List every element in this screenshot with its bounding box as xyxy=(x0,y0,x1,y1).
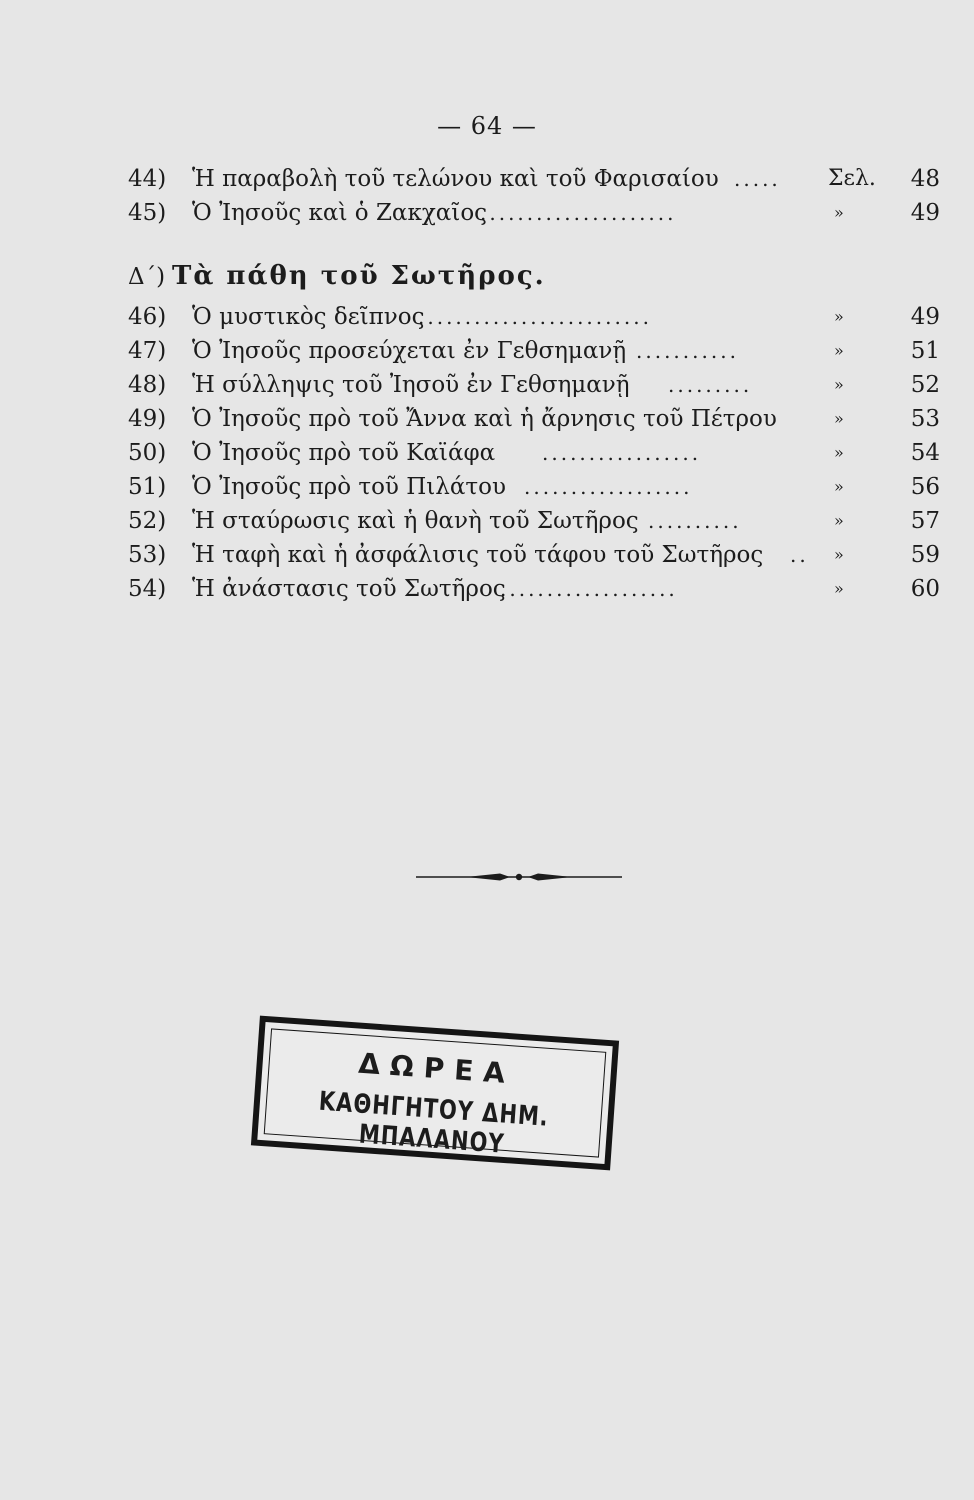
toc-entry-mark: » xyxy=(834,375,844,394)
decorative-divider xyxy=(414,866,624,888)
toc-entry-title: Ὁ Ἰησοῦς προσεύχεται ἐν Γεθσημανῇ xyxy=(192,338,627,364)
section-heading xyxy=(128,256,546,296)
toc-entry xyxy=(128,368,940,402)
donation-stamp xyxy=(251,1016,619,1171)
toc-entry-mark: Σελ. xyxy=(828,166,876,191)
toc-entry-mark: » xyxy=(834,477,844,496)
toc-entry-number: 46) xyxy=(128,304,167,330)
toc-entry-page: 59 xyxy=(910,542,940,568)
toc-entry xyxy=(128,334,940,368)
toc-entry xyxy=(128,196,940,230)
toc-entry-mark: » xyxy=(834,511,844,530)
toc-entry xyxy=(128,436,940,470)
toc-entry-number: 50) xyxy=(128,440,167,466)
toc-entry-number: 45) xyxy=(128,200,167,226)
toc-entry-mark: » xyxy=(834,203,844,222)
toc-entry xyxy=(128,470,940,504)
toc-entry-number: 47) xyxy=(128,338,167,364)
toc-entry xyxy=(128,402,940,436)
toc-entry-page: 54 xyxy=(910,440,940,466)
toc-entry-page: 56 xyxy=(910,474,940,500)
toc-entry-title: Ἡ ταφὴ καὶ ἡ ἀσφάλισις τοῦ τάφου τοῦ Σωτῆρος xyxy=(192,542,764,568)
toc-entry-number: 54) xyxy=(128,576,167,602)
toc-leader-dots: ......................... xyxy=(418,305,652,329)
toc-entry-mark: » xyxy=(834,341,844,360)
toc-leader-dots: .................. xyxy=(524,475,693,499)
toc-entry-title: Ἡ παραβολὴ τοῦ τελώνου καὶ τοῦ Φαρισαίου xyxy=(192,166,719,192)
toc-entry xyxy=(128,300,940,334)
toc-entry-page: 57 xyxy=(910,508,940,534)
toc-entry-number: 48) xyxy=(128,372,167,398)
toc-entry xyxy=(128,504,940,538)
toc-leader-dots: ................. xyxy=(542,441,702,465)
toc-entry-title: Ἡ ἀνάστασις τοῦ Σωτῆρος xyxy=(192,576,506,602)
toc-entry-page: 52 xyxy=(910,372,940,398)
toc-entry-mark: » xyxy=(834,307,844,326)
toc-leader-dots: ......... xyxy=(668,373,753,397)
toc-entry-title: Ἡ σύλληψις τοῦ Ἰησοῦ ἐν Γεθσημανῇ xyxy=(192,372,630,398)
toc-entry-mark: » xyxy=(834,409,844,428)
toc-entry-mark: » xyxy=(834,579,844,598)
toc-entry-title: Ὁ Ἰησοῦς πρὸ τοῦ Ἄννα καὶ ἡ ἄρνησις τοῦ Πέτρου xyxy=(192,406,777,432)
stamp-donor: ΚΑΘΗΓΗΤΟΥ ΔΗΜ. ΜΠΑΛΑΝΟΥ xyxy=(317,1085,550,1159)
toc-entry xyxy=(128,538,940,572)
toc-entry xyxy=(128,162,940,196)
toc-leader-dots: ..... xyxy=(734,167,781,191)
toc-entry-page: 53 xyxy=(910,406,940,432)
toc-leader-dots: ..................... xyxy=(480,201,677,225)
toc-leader-dots: ........... xyxy=(636,339,739,363)
toc-entry-page: 49 xyxy=(910,304,940,330)
toc-entry-number: 52) xyxy=(128,508,167,534)
toc-entry-mark: » xyxy=(834,443,844,462)
page-number: — 64 — xyxy=(437,112,537,140)
toc-leader-dots: .......... xyxy=(648,509,742,533)
stamp-title: ΔΩΡΕΑ xyxy=(357,1046,517,1091)
toc-entry-number: 44) xyxy=(128,166,167,192)
toc-entry-title: Ὁ Ἰησοῦς πρὸ τοῦ Πιλάτου xyxy=(192,474,506,500)
toc-leader-dots: .. xyxy=(790,543,809,567)
toc-entry-mark: » xyxy=(834,545,844,564)
toc-entry-title: Ὁ Ἰησοῦς πρὸ τοῦ Καϊάφα xyxy=(192,440,496,466)
section-title: Τὰ πάθη τοῦ Σωτῆρος. xyxy=(172,261,546,291)
toc-entry-number: 51) xyxy=(128,474,167,500)
toc-entry-number: 49) xyxy=(128,406,167,432)
toc-entry-title: Ὁ μυστικὸς δεῖπνος xyxy=(192,304,425,330)
toc-entry-page: 60 xyxy=(910,576,940,602)
toc-entry xyxy=(128,572,940,606)
toc-entry-number: 53) xyxy=(128,542,167,568)
toc-entry-title: Ὁ Ἰησοῦς καὶ ὁ Ζακχαῖος xyxy=(192,200,488,226)
toc-leader-dots: ................... xyxy=(500,577,678,601)
toc-entry-page: 48 xyxy=(910,166,940,192)
section-label: Δ΄) xyxy=(128,264,166,290)
toc-entry-title: Ἡ σταύρωσις καὶ ἡ θανὴ τοῦ Σωτῆρος xyxy=(192,508,639,534)
toc-entry-page: 49 xyxy=(910,200,940,226)
toc-entry-page: 51 xyxy=(910,338,940,364)
